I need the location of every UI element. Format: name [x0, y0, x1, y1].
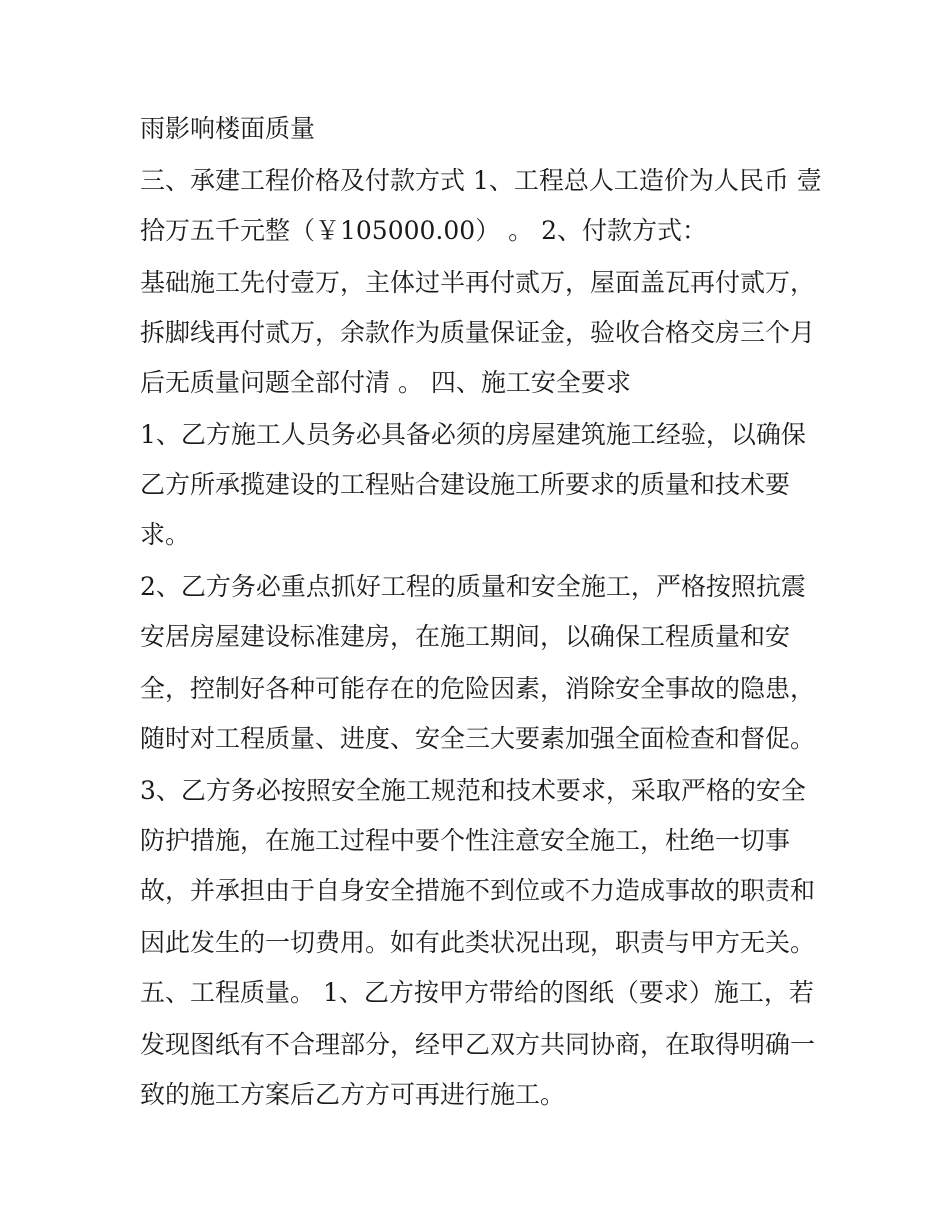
text-line: 3、乙方务必按照安全施工规范和技术要求，采取严格的安全 [140, 776, 806, 805]
text-line: 基础施工先付壹万，主体过半再付贰万，屋面盖瓦再付贰万， [140, 268, 816, 297]
text-line: 致的施工方案后乙方方可再进行施工。 [140, 1080, 566, 1109]
text-line: 乙方所承揽建设的工程贴合建设施工所要求的质量和技术要 [140, 470, 791, 499]
text-line: 防护措施，在施工过程中要个性注意安全施工，杜绝一切事 [140, 826, 791, 855]
text-line: 因此发生的一切费用。如有此类状况出现，职责与甲方无关。 [140, 928, 816, 957]
text-line: 随时对工程质量、进度、安全三大要素加强全面检查和督促。 [140, 724, 816, 753]
text-line: 拆脚线再付贰万，余款作为质量保证金，验收合格交房三个月 [140, 318, 816, 347]
text-line: 故，并承担由于自身安全措施不到位或不力造成事故的职责和 [140, 876, 816, 905]
text-line: 安居房屋建设标准建房，在施工期间，以确保工程质量和安 [140, 622, 791, 651]
text-line: 后无质量问题全部付清 。 四、施工安全要求 [140, 368, 631, 397]
text-line: 求。 [140, 520, 191, 549]
text-line: 1、乙方施工人员务必具备必须的房屋建筑施工经验，以确保 [140, 420, 806, 449]
text-line: 2、乙方务必重点抓好工程的质量和安全施工，严格按照抗震 [140, 572, 806, 601]
text-line: 雨影响楼面质量 [140, 114, 316, 143]
text-line: 拾万五千元整（￥105000.00） 。 2、付款方式： [140, 216, 707, 245]
text-line: 五、工程质量。 1、乙方按甲方带给的图纸（要求）施工，若 [140, 978, 814, 1007]
text-line: 全，控制好各种可能存在的危险因素，消除安全事故的隐患， [140, 674, 816, 703]
text-line: 发现图纸有不合理部分，经甲乙双方共同协商，在取得明确一 [140, 1030, 816, 1059]
text-line: 三、承建工程价格及付款方式 1、工程总人工造价为人民币 壹 [140, 166, 822, 195]
